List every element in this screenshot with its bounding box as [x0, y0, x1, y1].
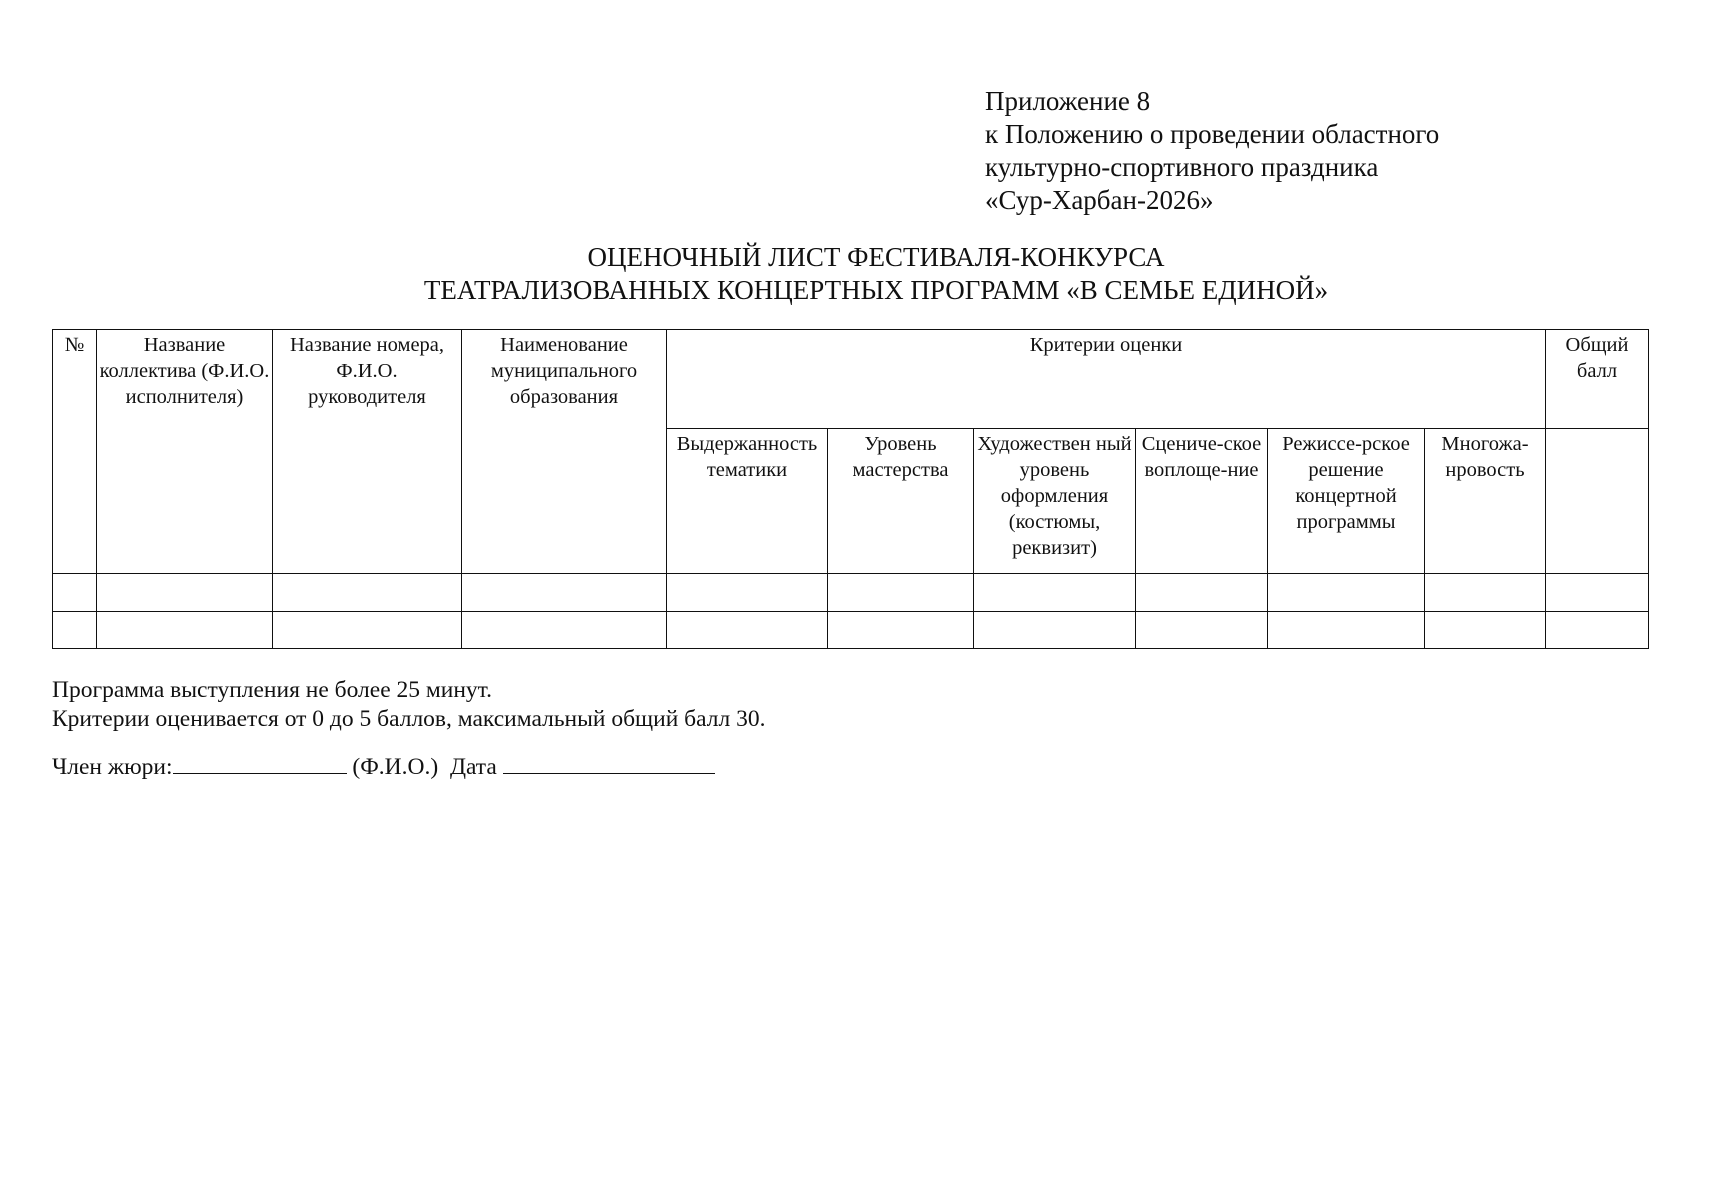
title-line-2: ТЕАТРАЛИЗОВАННЫХ КОНЦЕРТНЫХ ПРОГРАММ «В СЕМЬЕ ЕДИНОЙ»: [423, 275, 1329, 305]
date-blank[interactable]: [503, 751, 715, 774]
header-act: Название номера, Ф.И.О. руководителя: [273, 330, 462, 574]
jury-label: Член жюри:: [52, 754, 173, 780]
criterion-theme: Выдержанность тематики: [667, 428, 828, 573]
header-total: Общий балл: [1546, 330, 1649, 429]
criterion-genres: Многожа-нровость: [1425, 428, 1546, 573]
appendix-header: [985, 85, 1439, 217]
appendix-line-2: к Положению о проведении областного: [985, 119, 1440, 149]
header-municipality: Наименование муниципального образования: [462, 330, 667, 574]
fio-label: (Ф.И.О.): [352, 754, 439, 780]
table-cell[interactable]: [273, 574, 462, 611]
table-cell[interactable]: [97, 574, 273, 611]
table-cell[interactable]: [97, 611, 273, 648]
criterion-design: Художествен ный уровень оформления (костюмы, реквизит): [974, 428, 1136, 573]
table-cell[interactable]: [462, 574, 667, 611]
table-header-row: [53, 330, 1649, 429]
table-cell[interactable]: [273, 611, 462, 648]
table-cell[interactable]: [667, 611, 828, 648]
criterion-direction: Режиссе-рское решение концертной программы: [1268, 428, 1425, 573]
appendix-line-1: Приложение 8: [985, 86, 1151, 116]
header-collective: Название коллектива (Ф.И.О. исполнителя): [97, 330, 273, 574]
note-line-1: Программа выступления не более 25 минут.: [52, 677, 493, 703]
header-num: №: [53, 330, 97, 574]
document-title: [0, 241, 1711, 307]
table-cell[interactable]: [1268, 574, 1425, 611]
table-cell[interactable]: [1268, 611, 1425, 648]
table-cell[interactable]: [462, 611, 667, 648]
jury-name-blank[interactable]: [173, 751, 347, 774]
table-cell[interactable]: [1136, 574, 1268, 611]
notes: [52, 676, 765, 734]
appendix-line-4: «Сур-Харбан-2026»: [985, 185, 1214, 215]
header-criteria: Критерии оценки: [667, 330, 1546, 429]
table-row: [53, 611, 1649, 648]
table-cell[interactable]: [828, 611, 974, 648]
title-line-1: ОЦЕНОЧНЫЙ ЛИСТ ФЕСТИВАЛЯ-КОНКУРСА: [587, 242, 1165, 272]
table-row: [53, 574, 1649, 611]
table-cell[interactable]: [974, 574, 1136, 611]
table-cell[interactable]: [828, 574, 974, 611]
table-cell[interactable]: [667, 574, 828, 611]
note-line-2: Критерии оценивается от 0 до 5 баллов, максимальный общий балл 30.: [52, 706, 766, 732]
table-cell[interactable]: [53, 574, 97, 611]
table-cell[interactable]: [974, 611, 1136, 648]
table-cell[interactable]: [1425, 611, 1546, 648]
appendix-line-3: культурно-спортивного праздника: [985, 152, 1379, 182]
total-sub-cell: [1546, 428, 1649, 573]
table-cell[interactable]: [1546, 574, 1649, 611]
table-cell[interactable]: [1425, 574, 1546, 611]
date-label: Дата: [449, 754, 497, 780]
table-cell[interactable]: [1136, 611, 1268, 648]
criterion-staging: Сцениче-ское воплоще-ние: [1136, 428, 1268, 573]
signature-line: [52, 751, 715, 782]
evaluation-table: [52, 329, 1649, 649]
table-cell[interactable]: [1546, 611, 1649, 648]
table-cell[interactable]: [53, 611, 97, 648]
criterion-skill: Уровень мастерства: [828, 428, 974, 573]
